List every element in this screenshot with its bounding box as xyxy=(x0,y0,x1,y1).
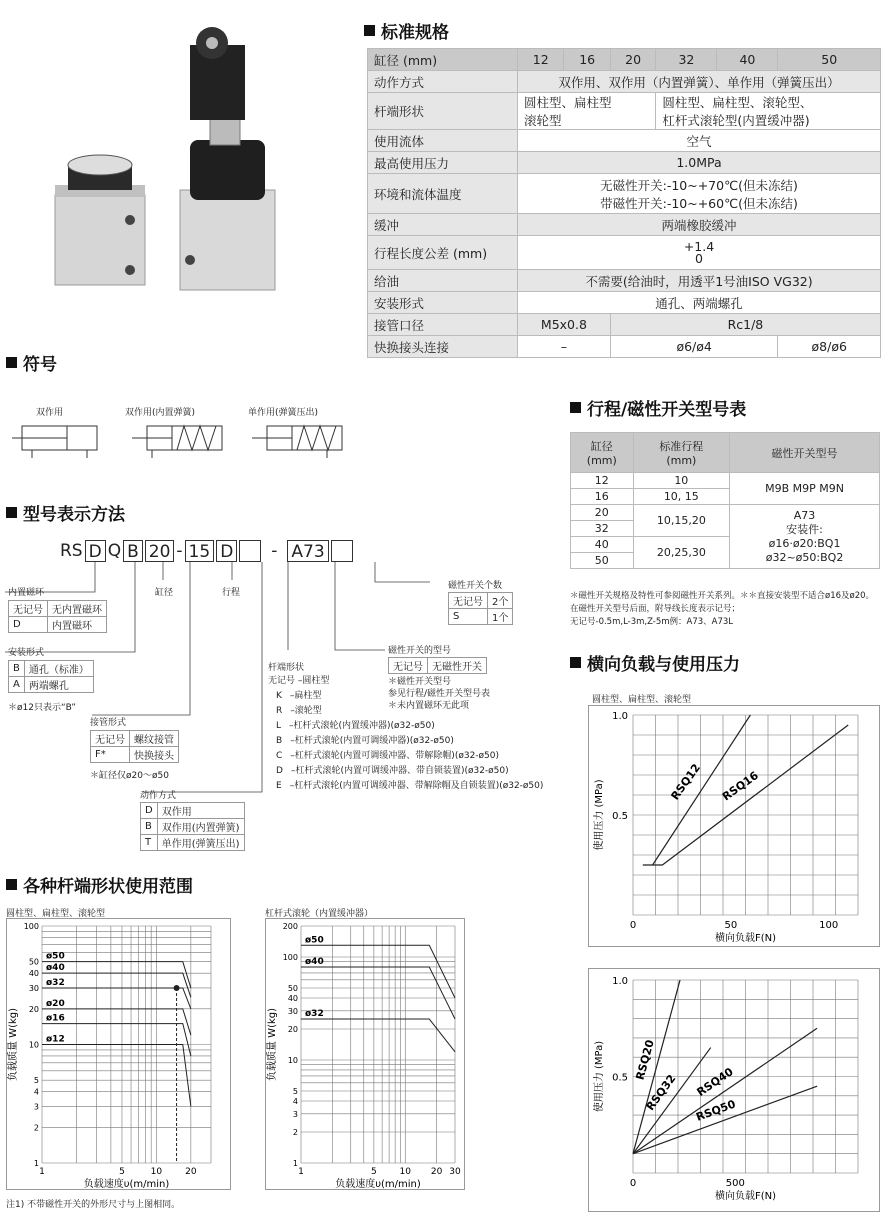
y-tick-label: 20 xyxy=(28,1004,39,1014)
x-axis-label: 横向负载F(N) xyxy=(714,1191,777,1202)
y-tick-label: 1 xyxy=(33,1159,39,1168)
y-tick-label: 4 xyxy=(292,1096,298,1106)
symbol-label-2: 双作用(内置弹簧) xyxy=(125,408,196,418)
series-label: ø12 xyxy=(46,1034,65,1045)
series-line xyxy=(42,1045,191,1107)
bore-label: 缸径 xyxy=(155,588,174,598)
y-tick-label: 100 xyxy=(23,922,39,931)
series-label: ø50 xyxy=(305,935,324,946)
mount-table: B 通孔（标准） A 两端螺孔 xyxy=(8,660,94,693)
model-title: 型号表示方法 xyxy=(6,500,125,525)
stroke-table: 缸径 (mm) 标准行程 (mm) 磁性开关型号 12 10 M9B M9P M9N 16 10, 15 20 10,15,20 A73 安装件: ø16·ø20:BQ1 ø32~ø50:BQ2 32 40 20,25,30 50 xyxy=(570,432,880,569)
symbol-title: 符号 xyxy=(6,350,57,375)
y-tick-label: 50 xyxy=(287,984,298,994)
y-tick-label: 3 xyxy=(33,1102,39,1112)
y-tick-label: 4 xyxy=(33,1087,39,1097)
lateral-title: 横向负载与使用压力 xyxy=(570,650,740,675)
x-tick-label: 50 xyxy=(724,920,738,931)
chart-lateral-1 xyxy=(588,705,880,947)
cylinder-symbols xyxy=(12,420,352,465)
stroke-label: 行程 xyxy=(222,588,241,598)
x-tick-label: 30 xyxy=(449,1167,461,1177)
series-label: RSQ20 xyxy=(633,1038,657,1082)
switch-type-notes: ＊磁性开关型号 参见行程/磁性开关型号表 ＊未内置磁环无此项 xyxy=(388,677,491,711)
series-label: ø40 xyxy=(46,963,65,974)
x-tick-label: 5 xyxy=(371,1167,377,1177)
chart-range-2 xyxy=(265,918,465,1190)
y-tick-label: 20 xyxy=(287,1024,298,1034)
x-tick-label: 20 xyxy=(185,1167,197,1177)
range-title: 各种杆端形状使用范围 xyxy=(6,872,193,897)
series-label: RSQ12 xyxy=(668,761,703,803)
action-table: D 双作用 B 双作用(内置弹簧) T 单作用(弹簧压出) xyxy=(140,802,245,851)
y-axis-label: 使用压力 (MPa) xyxy=(594,1040,605,1113)
pipe-title: 接管形式 xyxy=(90,718,127,728)
y-axis-label: 负载质量 W(kg) xyxy=(267,1007,278,1082)
y-tick-label: 40 xyxy=(287,993,298,1003)
y-tick-label: 10 xyxy=(287,1056,298,1066)
x-tick-label: 1 xyxy=(39,1167,45,1177)
series-line xyxy=(301,967,455,1019)
chart3-title: 圆柱型、扁柱型、滚轮型 xyxy=(6,909,106,919)
chart4-title: 杠杆式滚轮（内置缓冲器） xyxy=(265,909,374,919)
chart-range-1 xyxy=(6,918,231,1190)
series-label: ø16 xyxy=(46,1013,65,1024)
series-label: ø20 xyxy=(46,998,65,1009)
y-tick-label: 1 xyxy=(292,1159,298,1168)
x-axis-label: 负载速度υ(m/min) xyxy=(83,1179,170,1190)
y-tick-label: 30 xyxy=(287,1006,298,1016)
series-label: RSQ50 xyxy=(694,1097,738,1124)
y-tick-label: 40 xyxy=(28,969,39,979)
rod-end-item: R –滚轮型 xyxy=(276,706,322,716)
y-tick-label: 0.5 xyxy=(612,811,628,822)
x-tick-label: 10 xyxy=(150,1167,163,1177)
y-tick-label: 2 xyxy=(33,1123,39,1133)
rod-end-item: K –扁柱型 xyxy=(276,691,322,701)
switch-type-table: 无记号 无磁性开关 xyxy=(388,657,487,674)
magnet-ring-title: 内置磁环 xyxy=(8,588,45,598)
y-tick-label: 5 xyxy=(33,1076,39,1086)
magnet-ring-table: 无记号 无内置磁环 D 内置磁环 xyxy=(8,600,107,633)
series-label: ø40 xyxy=(305,956,324,967)
y-tick-label: 5 xyxy=(292,1087,298,1097)
spec-title: 标准规格 xyxy=(364,18,449,43)
symbol-label-3: 单作用(弹簧压出) xyxy=(248,408,319,418)
spec-table: 缸径 (mm) 12 16 20 32 40 50 动作方式 双作用、双作用（内置弹簧）、单作用（弹簧压出） 杆端形状 圆柱型、扁柱型 滚轮型 圆柱型、扁柱型、滚轮型、 杠杆式滚轮型(内置缓冲器) 使用流体 空气 最高使用压力 1.0MPa 环境和流体温度 无磁性开关:-10~+70℃(但未冻结) 带磁性开关:-10~+60℃(但未冻结) 缓冲 两端橡胶缓冲 行程长度公差 (mm) +1.4 0 给油 不需要(给油时，用透平1号油ISO VG32) 安装形式 通孔、两端螺孔 接管口径 M5x0.8 Rc1/8 快换接头连接 – ø6/ø4 ø8/ø6 xyxy=(367,48,881,358)
pipe-table: 无记号 螺纹接管 F* 快换接头 xyxy=(90,730,179,763)
y-tick-label: 200 xyxy=(282,922,298,931)
switch-type-title: 磁性开关的型号 xyxy=(388,646,452,656)
rod-end-item: E –杠杆式滚轮(内置可调缓冲器、带解除帽及自锁装置)(ø32-ø50) xyxy=(276,781,544,791)
x-tick-label: 100 xyxy=(819,920,839,931)
y-tick-label: 2 xyxy=(292,1127,298,1137)
x-axis-label: 横向负载F(N) xyxy=(714,933,777,944)
stroke-title: 行程/磁性开关型号表 xyxy=(570,395,746,420)
chart-frame xyxy=(589,969,880,1212)
x-tick-label: 0 xyxy=(629,1178,637,1189)
mount-title: 安装形式 xyxy=(8,648,45,658)
x-tick-label: 20 xyxy=(430,1167,443,1177)
series-label: RSQ40 xyxy=(694,1065,736,1100)
chart1-title: 圆柱型、扁柱型、滚轮型 xyxy=(592,695,692,705)
y-axis-label: 负载质量 W(kg) xyxy=(8,1007,19,1082)
series-label: ø32 xyxy=(46,977,65,988)
chart-frame xyxy=(589,706,880,947)
series-line xyxy=(301,1019,455,1052)
stroke-note: ＊磁性开关规格及特性可参阅磁性开关系列。＊＊直接安装型不适合ø16及ø20。 在磁性开关型号后面，附导线长度表示记号； 无记号-0.5m,L-3m,Z-5m例：A73、A73L xyxy=(570,591,875,627)
mount-note: ＊ø12只表示“B” xyxy=(8,703,76,713)
switch-count-table: 无记号 2个 S 1个 xyxy=(448,592,513,625)
rod-end-title: 杆端形状 xyxy=(268,663,305,673)
chart-lateral-2 xyxy=(588,968,880,1212)
rod-end-item: 无记号 –圆柱型 xyxy=(268,676,330,686)
chart-frame xyxy=(7,919,231,1190)
rod-end-item: L –杠杆式滚轮(内置缓冲器)(ø32-ø50) xyxy=(276,721,435,731)
footnote: 注1) 不带磁性开关的外形尺寸与上图相同。 xyxy=(6,1200,181,1210)
y-tick-label: 100 xyxy=(282,953,298,963)
y-tick-label: 1.0 xyxy=(612,976,628,987)
symbol-label-1: 双作用 xyxy=(36,408,64,418)
rod-end-item: C –杠杆式滚轮(内置可调缓冲器、带解除帽)(ø32-ø50) xyxy=(276,751,500,761)
rod-end-item: D –杠杆式滚轮(内置可调缓冲器、带自锁装置)(ø32-ø50) xyxy=(276,766,509,776)
x-tick-label: 10 xyxy=(399,1167,411,1177)
y-tick-label: 10 xyxy=(28,1040,39,1050)
y-tick-label: 3 xyxy=(292,1109,298,1119)
product-photo xyxy=(40,15,290,305)
y-tick-label: 30 xyxy=(28,983,39,993)
series-label: RSQ16 xyxy=(719,768,761,804)
x-axis-label: 负载速度υ(m/min) xyxy=(335,1179,421,1190)
marker-point xyxy=(174,985,180,991)
x-tick-label: 0 xyxy=(629,920,637,931)
y-tick-label: 0.5 xyxy=(612,1072,628,1084)
x-tick-label: 5 xyxy=(119,1167,125,1177)
series-label: RSQ32 xyxy=(643,1072,679,1113)
x-tick-label: 1 xyxy=(298,1167,304,1177)
series-label: ø32 xyxy=(305,1009,324,1020)
action-title: 动作方式 xyxy=(140,791,177,801)
y-tick-label: 50 xyxy=(28,957,39,967)
model-code: RS D Q B 20 - 15 D - A73 xyxy=(60,540,353,562)
pipe-note: ＊缸径仅ø20～ø50 xyxy=(90,771,169,781)
rod-end-item: B –杠杆式滚轮(内置可调缓冲器)(ø32-ø50) xyxy=(276,736,454,746)
x-tick-label: 500 xyxy=(725,1178,745,1189)
switch-count-title: 磁性开关个数 xyxy=(448,581,503,591)
y-tick-label: 1.0 xyxy=(612,711,628,722)
y-axis-label: 使用压力 (MPa) xyxy=(594,779,605,851)
series-label: ø50 xyxy=(46,951,65,962)
